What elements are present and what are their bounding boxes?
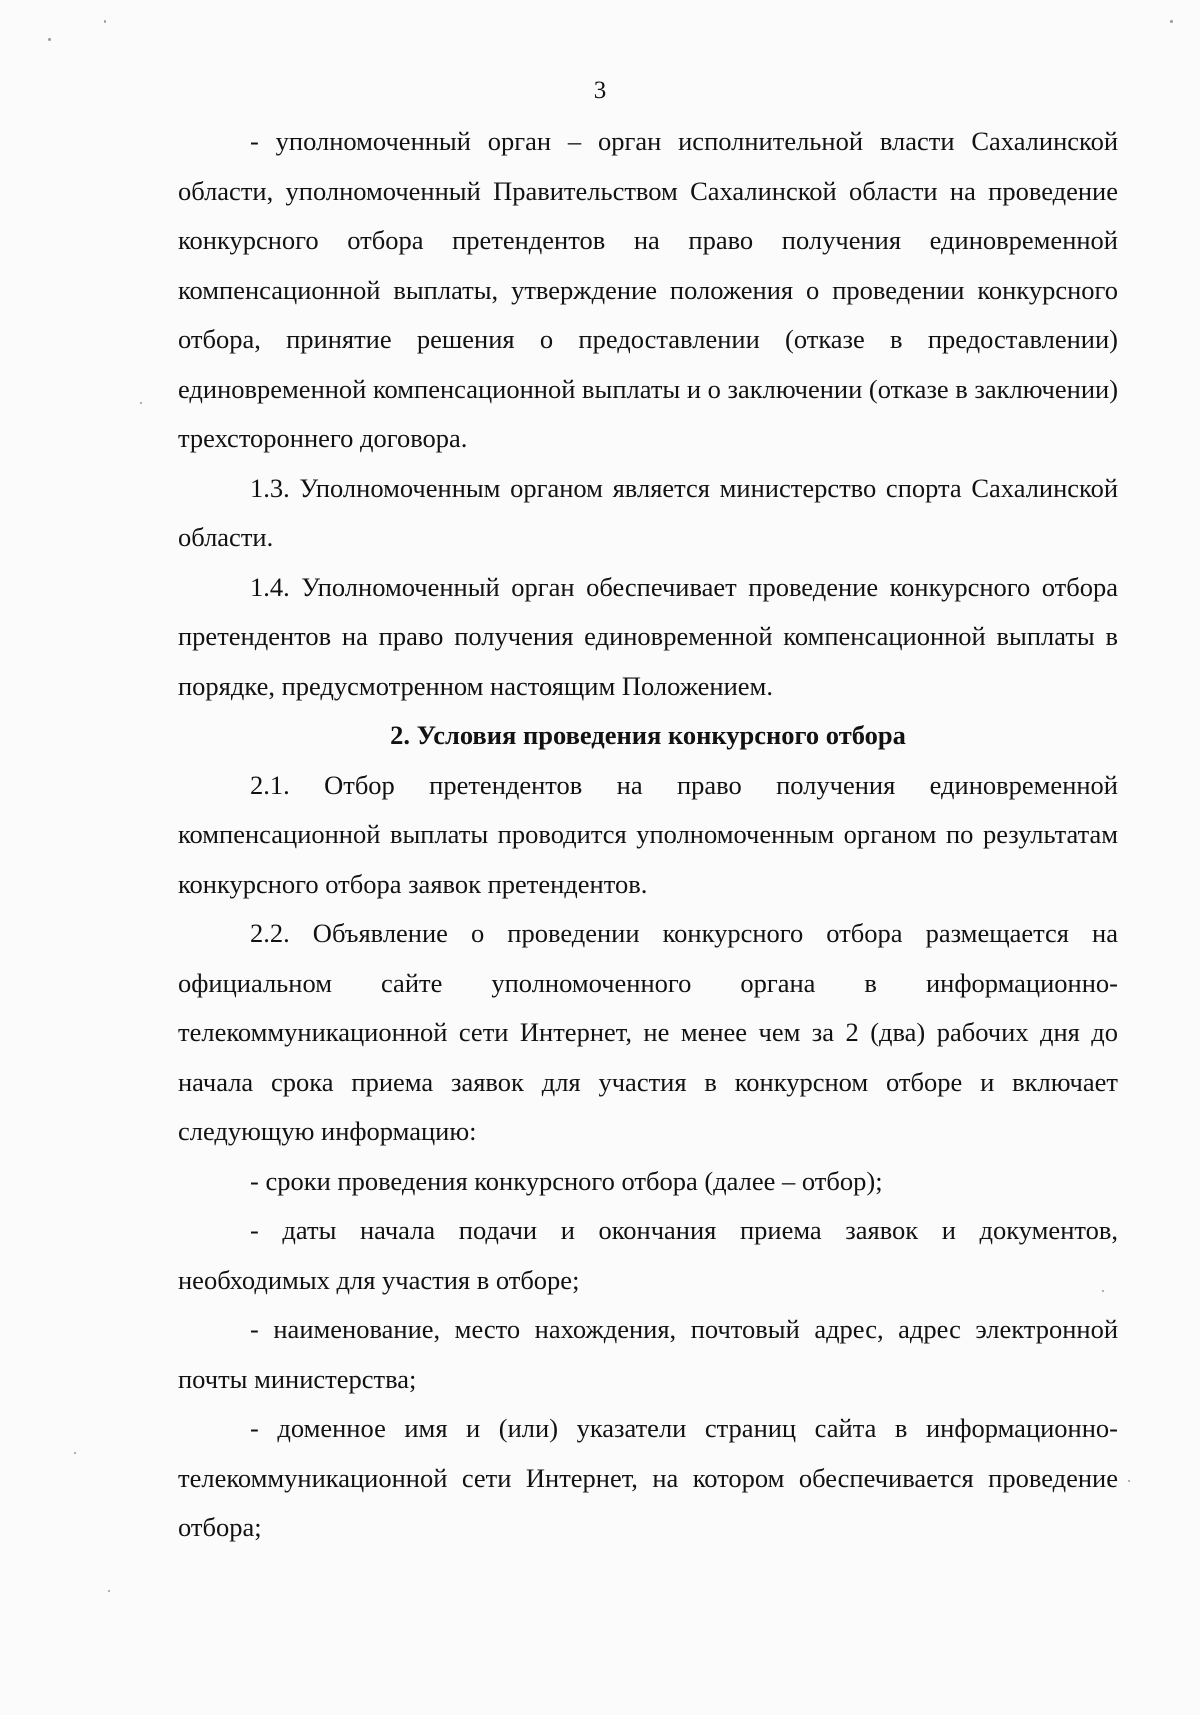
scan-speck — [140, 402, 142, 404]
scan-speck — [104, 20, 106, 23]
list-item-domain-name: - доменное имя и (или) указатели страниц сайта в информационно-телекоммуникационной сети Интернет, на котором обеспечивается проведение отбора; — [178, 1413, 1118, 1542]
scan-speck — [48, 38, 51, 41]
list-item-terms: - сроки проведения конкурсного отбора (далее – отбор); — [250, 1165, 883, 1196]
paragraph-2-1: 2.1. Отбор претендентов на право получения единовременной компенсационной выплаты проводится уполномоченным органом по результатам конкурсного отбора заявок претендентов. — [178, 769, 1118, 899]
paragraph-1-3: 1.3. Уполномоченным органом является министерство спорта Сахалинской области. — [178, 472, 1118, 552]
scan-speck — [1102, 1290, 1104, 1292]
scan-speck — [108, 1590, 110, 1592]
scan-speck — [1128, 1480, 1130, 1482]
paragraph-1-4: 1.4. Уполномоченный орган обеспечивает проведение конкурсного отбора претендентов на право получения единовременной компенсационной выплаты в порядке, предусмотренном настоящим Положением. — [178, 571, 1118, 701]
paragraph-2-2: 2.2. Объявление о проведении конкурсного отбора размещается на официальном сайте уполномоченного органа в информационно-телекоммуникационной сети Интернет, не менее чем за 2 (два) рабочих дня до начала срока приема заявок для участия в конкурсном отборе и включает следующую информацию: — [178, 918, 1118, 1146]
list-item-ministry-contacts: - наименование, место нахождения, почтовый адрес, адрес электронной почты министерства; — [178, 1314, 1118, 1394]
document-body — [178, 117, 1118, 1553]
section-heading: 2. Условия проведения конкурсного отбора — [390, 720, 906, 750]
paragraph-authorized-body-definition: - уполномоченный орган – орган исполнительной власти Сахалинской области, уполномоченный Правительством Сахалинской области на проведение конкурсного отбора претендентов на право получения единовременной компенсационной выплаты, утверждение положения о проведении конкурсного отбора, принятие решения о предоставлении (отказе в предоставлении) единовременной компенсационной выплаты и о заключении (отказе в заключении) трехстороннего договора. — [178, 126, 1119, 453]
scan-speck — [1170, 20, 1173, 23]
list-item-dates: - даты начала подачи и окончания приема заявок и документов, необходимых для участия в отборе; — [178, 1215, 1118, 1295]
scan-speck — [74, 1452, 76, 1454]
page-number: 3 — [593, 77, 607, 104]
